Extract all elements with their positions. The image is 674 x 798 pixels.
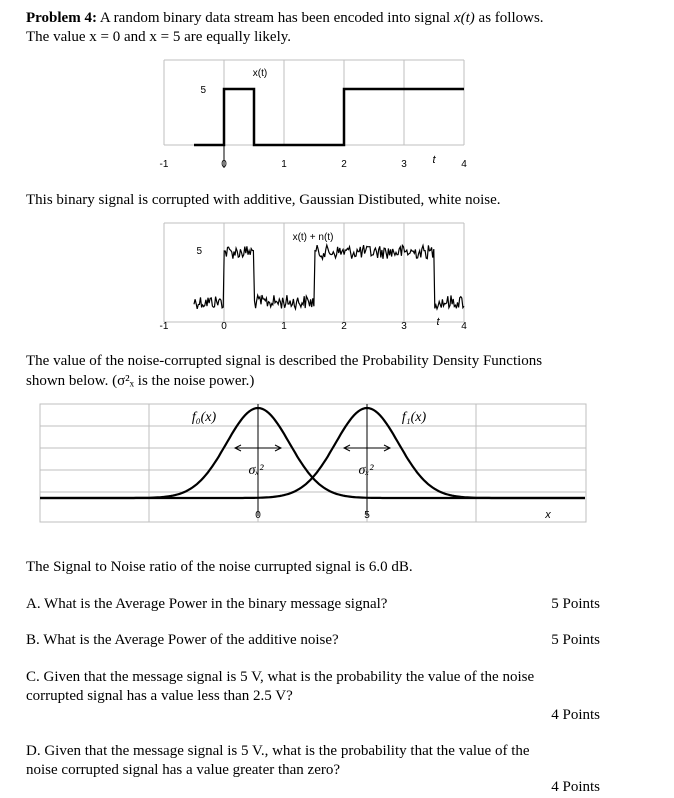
fig2-tick: 0: [221, 321, 227, 332]
fig1-level-label: 5: [200, 85, 206, 96]
question-d-line1: D. Given that the message signal is 5 V., what is the probability that the value of the: [26, 743, 530, 759]
pdf-text-2: shown below. (σ²ₓ is the noise power.): [26, 373, 255, 389]
pdf-tick-5: 5: [364, 510, 370, 521]
fig2-level-label: 5: [196, 246, 202, 257]
problem-title: Problem 4:: [26, 10, 97, 26]
question-a-points: 5 Points: [551, 596, 600, 612]
question-d-points: 4 Points: [551, 779, 600, 795]
intro-line-2: The value x = 0 and x = 5 are equally likely.: [26, 29, 292, 45]
fig1-tick: 2: [341, 159, 347, 170]
noise-sentence: This binary signal is corrupted with additive, Gaussian Distibuted, white noise.: [26, 192, 501, 208]
pdf-curve-1: [40, 408, 585, 498]
pdf-x-label: x: [545, 509, 551, 521]
question-d-line2: noise corrupted signal has a value greater than zero?: [26, 762, 341, 778]
question-c-line1: C. Given that the message signal is 5 V, what is the probability the value of the noise: [26, 669, 535, 685]
pdf-curve-0: [40, 408, 585, 498]
fig2-title: x(t) + n(t): [292, 232, 334, 243]
fig2-tick: 3: [401, 321, 407, 332]
question-c-line2: corrupted signal has a value less than 2.5 V?: [26, 688, 293, 704]
question-c-points: 4 Points: [551, 707, 600, 723]
fig2-t-label: t: [436, 316, 440, 328]
sigma-label-0: σₓ²: [248, 463, 264, 478]
pdf-text-1: The value of the noise-corrupted signal is described the Probability Density Functions: [26, 353, 543, 369]
question-b: B. What is the Average Power of the additive noise?: [26, 632, 339, 648]
fig2-tick: 4: [461, 321, 467, 332]
intro-math: x(t): [453, 10, 475, 26]
question-a: A. What is the Average Power in the binary message signal?: [26, 596, 388, 612]
intro-text-b: as follows.: [474, 10, 544, 26]
fig1-t-label: t: [432, 154, 436, 166]
fig2-tick: 1: [281, 321, 287, 332]
fig1-tick: -1: [159, 159, 169, 170]
f1-label: f₁(x): [401, 410, 427, 425]
sigma-label-1: σₓ²: [358, 463, 374, 478]
fig1-tick: 3: [401, 159, 407, 170]
intro-text-a: A random binary data stream has been encoded into signal: [99, 10, 454, 26]
fig1-tick: 1: [281, 159, 287, 170]
fig1-tick: 4: [461, 159, 467, 170]
snr-sentence: The Signal to Noise ratio of the noise currupted signal is 6.0 dB.: [26, 559, 413, 575]
fig2-tick: 2: [341, 321, 347, 332]
fig2-tick: -1: [159, 321, 169, 332]
fig1-tick: 0: [221, 159, 227, 170]
f0-label: f₀(x): [191, 410, 217, 425]
pdf-tick-0: 0: [255, 510, 261, 521]
fig1-title: x(t): [252, 68, 268, 79]
question-b-points: 5 Points: [551, 632, 600, 648]
